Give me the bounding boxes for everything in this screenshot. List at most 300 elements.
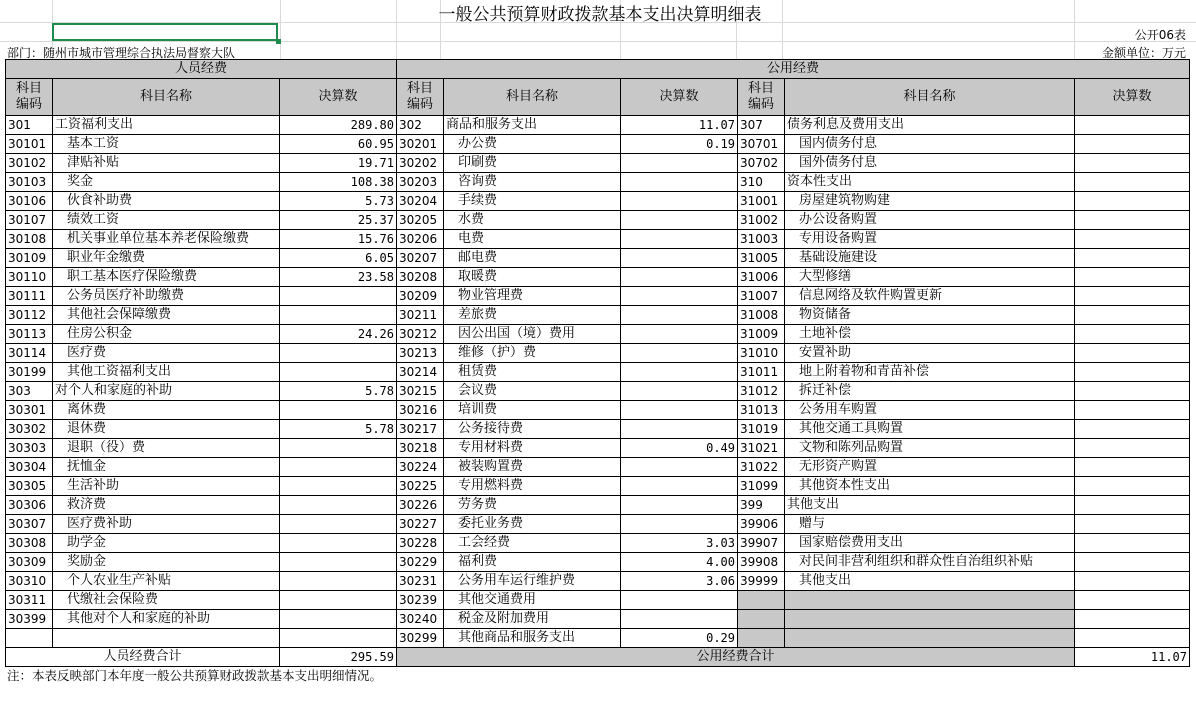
personnel-name-cell[interactable]: 津贴补贴 [53, 154, 280, 173]
public-name-cell[interactable]: 手续费 [444, 192, 621, 211]
personnel-code-cell[interactable]: 30304 [6, 458, 53, 477]
col-header-code [738, 79, 785, 116]
personnel-amount-cell[interactable]: 108.38 [280, 173, 397, 192]
personnel-code-cell[interactable]: 30301 [6, 401, 53, 420]
public-name-cell[interactable]: 公务接待费 [444, 420, 621, 439]
table-row [6, 477, 1190, 496]
public-extra-name-cell[interactable]: 物资储备 [785, 306, 1075, 325]
public-code-cell[interactable]: 30218 [397, 439, 444, 458]
table-row [6, 420, 1190, 439]
col-header-amount: 决算数 [621, 79, 738, 116]
public-total-label: 公用经费合计 [397, 648, 1075, 667]
public-extra-code-cell[interactable]: 31005 [738, 249, 785, 268]
personnel-amount-cell[interactable]: 289.80 [280, 116, 397, 135]
table-row [6, 382, 1190, 401]
personnel-name-cell[interactable] [53, 629, 280, 648]
public-amount-cell[interactable] [621, 268, 738, 287]
public-name-cell[interactable]: 被装购置费 [444, 458, 621, 477]
public-extra-code-cell[interactable]: 31013 [738, 401, 785, 420]
public-code-cell[interactable]: 30227 [397, 515, 444, 534]
public-extra-amount-cell[interactable] [1075, 439, 1190, 458]
public-code-cell[interactable]: 30212 [397, 325, 444, 344]
personnel-amount-cell[interactable] [280, 458, 397, 477]
public-extra-code-cell[interactable]: 31008 [738, 306, 785, 325]
personnel-amount-cell[interactable]: 5.78 [280, 420, 397, 439]
page-title: 一般公共预算财政拨款基本支出决算明细表 [438, 5, 762, 25]
public-extra-code-cell[interactable]: 31006 [738, 268, 785, 287]
public-extra-code-cell[interactable]: 39999 [738, 572, 785, 591]
table-row [6, 192, 1190, 211]
personnel-amount-cell[interactable] [280, 306, 397, 325]
personnel-amount-cell[interactable] [280, 287, 397, 306]
col-header-code [6, 79, 53, 116]
personnel-amount-cell[interactable]: 24.26 [280, 325, 397, 344]
public-extra-name-cell[interactable]: 其他交通工具购置 [785, 420, 1075, 439]
public-amount-cell[interactable] [621, 515, 738, 534]
public-extra-amount-cell[interactable] [1075, 572, 1190, 591]
personnel-amount-cell[interactable] [280, 553, 397, 572]
public-amount-cell[interactable] [621, 325, 738, 344]
public-extra-name-cell[interactable]: 房屋建筑物购建 [785, 192, 1075, 211]
personnel-code-cell[interactable]: 30107 [6, 211, 53, 230]
public-extra-code-cell[interactable]: 31001 [738, 192, 785, 211]
public-amount-cell[interactable] [621, 496, 738, 515]
personnel-name-cell[interactable]: 工资福利支出 [53, 116, 280, 135]
public-extra-code-cell[interactable]: 39908 [738, 553, 785, 572]
public-code-cell[interactable]: 30201 [397, 135, 444, 154]
personnel-amount-cell[interactable] [280, 401, 397, 420]
public-name-cell[interactable]: 福利费 [444, 553, 621, 572]
personnel-total-label: 人员经费合计 [6, 648, 280, 667]
public-code-cell[interactable]: 30202 [397, 154, 444, 173]
table-row [6, 553, 1190, 572]
personnel-name-cell[interactable]: 住房公积金 [53, 325, 280, 344]
public-extra-code-cell[interactable]: 39906 [738, 515, 785, 534]
public-extra-amount-cell[interactable] [1075, 192, 1190, 211]
public-name-cell[interactable]: 专用材料费 [444, 439, 621, 458]
public-amount-cell[interactable]: 11.07 [621, 116, 738, 135]
personnel-code-cell[interactable]: 30399 [6, 610, 53, 629]
personnel-code-cell[interactable]: 30302 [6, 420, 53, 439]
personnel-amount-cell[interactable] [280, 477, 397, 496]
public-extra-name-cell[interactable]: 办公设备购置 [785, 211, 1075, 230]
personnel-code-cell[interactable]: 30108 [6, 230, 53, 249]
public-extra-name-cell[interactable]: 赠与 [785, 515, 1075, 534]
public-extra-amount-cell[interactable] [1075, 477, 1190, 496]
personnel-amount-cell[interactable] [280, 439, 397, 458]
personnel-code-cell[interactable]: 30199 [6, 363, 53, 382]
personnel-amount-cell[interactable] [280, 534, 397, 553]
table-row [6, 249, 1190, 268]
col-header-name: 科目名称 [444, 79, 621, 116]
public-code-cell[interactable]: 30204 [397, 192, 444, 211]
public-extra-code-cell[interactable]: 31019 [738, 420, 785, 439]
public-name-cell[interactable]: 维修（护）费 [444, 344, 621, 363]
public-name-cell[interactable]: 培训费 [444, 401, 621, 420]
public-code-cell[interactable]: 30213 [397, 344, 444, 363]
table-row [6, 534, 1190, 553]
public-extra-amount-cell[interactable] [1075, 325, 1190, 344]
personnel-name-cell[interactable]: 退职（役）费 [53, 439, 280, 458]
personnel-code-cell[interactable]: 30303 [6, 439, 53, 458]
personnel-code-cell[interactable]: 303 [6, 382, 53, 401]
table-row [6, 629, 1190, 648]
personnel-name-cell[interactable]: 奖金 [53, 173, 280, 192]
table-row [6, 344, 1190, 363]
department-label: 部门：随州市城市管理综合执法局督察大队 [7, 46, 236, 60]
personnel-name-cell[interactable]: 绩效工资 [53, 211, 280, 230]
public-extra-amount-cell[interactable] [1075, 344, 1190, 363]
table-row [6, 439, 1190, 458]
public-name-cell[interactable]: 公务用车运行维护费 [444, 572, 621, 591]
public-extra-code-cell[interactable]: 30702 [738, 154, 785, 173]
public-name-cell[interactable]: 取暖费 [444, 268, 621, 287]
public-amount-cell[interactable] [621, 230, 738, 249]
table-row [6, 496, 1190, 515]
public-code-cell[interactable]: 30231 [397, 572, 444, 591]
public-extra-amount-cell[interactable] [1075, 401, 1190, 420]
public-extra-name-cell[interactable]: 安置补助 [785, 344, 1075, 363]
public-extra-code-cell[interactable]: 31007 [738, 287, 785, 306]
public-extra-code-cell[interactable]: 39907 [738, 534, 785, 553]
personnel-code-cell[interactable]: 30310 [6, 572, 53, 591]
table-row [6, 306, 1190, 325]
public-name-cell[interactable]: 商品和服务支出 [444, 116, 621, 135]
public-code-cell[interactable]: 30240 [397, 610, 444, 629]
public-extra-amount-cell[interactable] [1075, 591, 1190, 610]
public-extra-code-cell[interactable]: 31003 [738, 230, 785, 249]
public-extra-name-cell[interactable]: 文物和陈列品购置 [785, 439, 1075, 458]
personnel-amount-cell[interactable] [280, 344, 397, 363]
section-header-row [6, 60, 1190, 79]
public-amount-cell[interactable] [621, 287, 738, 306]
public-extra-name-cell[interactable]: 信息网络及软件购置更新 [785, 287, 1075, 306]
fill-handle[interactable] [276, 39, 281, 44]
public-name-cell[interactable]: 办公费 [444, 135, 621, 154]
public-name-cell[interactable]: 委托业务费 [444, 515, 621, 534]
public-name-cell[interactable]: 因公出国（境）费用 [444, 325, 621, 344]
public-name-cell[interactable]: 电费 [444, 230, 621, 249]
public-extra-amount-cell[interactable] [1075, 249, 1190, 268]
public-extra-amount-cell[interactable] [1075, 135, 1190, 154]
public-extra-code-cell[interactable]: 399 [738, 496, 785, 515]
public-code-cell[interactable]: 30229 [397, 553, 444, 572]
public-extra-amount-cell[interactable] [1075, 211, 1190, 230]
selected-cell[interactable] [52, 23, 278, 41]
personnel-amount-cell[interactable]: 5.78 [280, 382, 397, 401]
public-extra-name-cell[interactable]: 大型修缮 [785, 268, 1075, 287]
public-amount-cell[interactable] [621, 382, 738, 401]
public-name-cell[interactable]: 税金及附加费用 [444, 610, 621, 629]
public-name-cell[interactable]: 劳务费 [444, 496, 621, 515]
public-extra-amount-cell[interactable] [1075, 154, 1190, 173]
public-code-cell[interactable]: 30209 [397, 287, 444, 306]
public-extra-name-cell[interactable]: 公务用车购置 [785, 401, 1075, 420]
personnel-amount-cell[interactable]: 23.58 [280, 268, 397, 287]
public-amount-cell[interactable] [621, 591, 738, 610]
public-code-cell[interactable]: 30224 [397, 458, 444, 477]
personnel-amount-cell[interactable] [280, 363, 397, 382]
public-amount-cell[interactable]: 3.06 [621, 572, 738, 591]
public-name-cell[interactable]: 会议费 [444, 382, 621, 401]
public-amount-cell[interactable] [621, 401, 738, 420]
table-row [6, 458, 1190, 477]
public-extra-code-cell[interactable] [738, 629, 785, 648]
personnel-name-cell[interactable]: 其他社会保障缴费 [53, 306, 280, 325]
personnel-name-cell[interactable]: 离休费 [53, 401, 280, 420]
personnel-amount-cell[interactable] [280, 610, 397, 629]
personnel-code-cell[interactable]: 301 [6, 116, 53, 135]
col-header-name: 科目名称 [53, 79, 280, 116]
public-extra-code-cell[interactable] [738, 610, 785, 629]
public-extra-code-cell[interactable]: 30701 [738, 135, 785, 154]
public-extra-name-cell[interactable]: 资本性支出 [785, 173, 1075, 192]
personnel-code-cell[interactable]: 30112 [6, 306, 53, 325]
table-row [6, 154, 1190, 173]
public-extra-code-cell[interactable] [738, 591, 785, 610]
public-extra-code-cell[interactable]: 31011 [738, 363, 785, 382]
personnel-amount-cell[interactable]: 15.76 [280, 230, 397, 249]
personnel-code-cell[interactable] [6, 629, 53, 648]
expenditure-table [5, 59, 1190, 667]
personnel-code-cell[interactable]: 30308 [6, 534, 53, 553]
public-amount-cell[interactable]: 4.00 [621, 553, 738, 572]
public-name-cell[interactable]: 专用燃料费 [444, 477, 621, 496]
public-code-cell[interactable]: 302 [397, 116, 444, 135]
public-name-cell[interactable]: 工会经费 [444, 534, 621, 553]
public-extra-amount-cell[interactable] [1075, 116, 1190, 135]
table-row [6, 287, 1190, 306]
personnel-amount-cell[interactable] [280, 515, 397, 534]
personnel-name-cell[interactable]: 生活补助 [53, 477, 280, 496]
personnel-name-cell[interactable]: 医疗费 [53, 344, 280, 363]
public-code-cell[interactable]: 30299 [397, 629, 444, 648]
personnel-name-cell[interactable]: 退休费 [53, 420, 280, 439]
public-extra-amount-cell[interactable] [1075, 230, 1190, 249]
public-amount-cell[interactable] [621, 420, 738, 439]
personnel-code-cell[interactable]: 30309 [6, 553, 53, 572]
table-row [6, 173, 1190, 192]
public-extra-code-cell[interactable]: 31009 [738, 325, 785, 344]
public-extra-name-cell[interactable]: 土地补偿 [785, 325, 1075, 344]
public-extra-name-cell[interactable]: 其他支出 [785, 572, 1075, 591]
gridline [1074, 0, 1075, 59]
personnel-name-cell[interactable]: 职业年金缴费 [53, 249, 280, 268]
public-extra-amount-cell[interactable] [1075, 268, 1190, 287]
public-extra-amount-cell[interactable] [1075, 287, 1190, 306]
public-code-cell[interactable]: 30228 [397, 534, 444, 553]
personnel-amount-cell[interactable]: 19.71 [280, 154, 397, 173]
section-public: 公用经费 [397, 60, 1190, 79]
public-amount-cell[interactable]: 0.19 [621, 135, 738, 154]
table-row [6, 401, 1190, 420]
personnel-amount-cell[interactable]: 60.95 [280, 135, 397, 154]
public-amount-cell[interactable] [621, 458, 738, 477]
public-amount-cell[interactable]: 0.49 [621, 439, 738, 458]
personnel-name-cell[interactable]: 基本工资 [53, 135, 280, 154]
personnel-amount-cell[interactable] [280, 591, 397, 610]
form-number: 公开06表 [1134, 28, 1186, 42]
public-extra-code-cell[interactable]: 31021 [738, 439, 785, 458]
public-name-cell[interactable]: 其他商品和服务支出 [444, 629, 621, 648]
personnel-amount-cell[interactable] [280, 572, 397, 591]
public-amount-cell[interactable] [621, 154, 738, 173]
table-row [6, 135, 1190, 154]
public-total-value[interactable]: 11.07 [1075, 648, 1190, 667]
public-extra-amount-cell[interactable] [1075, 534, 1190, 553]
personnel-amount-cell[interactable] [280, 496, 397, 515]
personnel-amount-cell[interactable]: 5.73 [280, 192, 397, 211]
personnel-name-cell[interactable]: 救济费 [53, 496, 280, 515]
public-extra-amount-cell[interactable] [1075, 420, 1190, 439]
public-extra-name-cell[interactable]: 拆迁补偿 [785, 382, 1075, 401]
table-row [6, 211, 1190, 230]
public-name-cell[interactable]: 其他交通费用 [444, 591, 621, 610]
personnel-name-cell[interactable]: 奖励金 [53, 553, 280, 572]
public-name-cell[interactable]: 租赁费 [444, 363, 621, 382]
public-extra-name-cell[interactable]: 国家赔偿费用支出 [785, 534, 1075, 553]
personnel-name-cell[interactable]: 机关事业单位基本养老保险缴费 [53, 230, 280, 249]
personnel-name-cell[interactable]: 医疗费补助 [53, 515, 280, 534]
public-extra-amount-cell[interactable] [1075, 629, 1190, 648]
col-header-code-text: 科目 编码 [747, 81, 774, 112]
public-code-cell[interactable]: 30205 [397, 211, 444, 230]
public-extra-code-cell[interactable]: 31022 [738, 458, 785, 477]
public-name-cell[interactable]: 水费 [444, 211, 621, 230]
col-header-code-text: 科目 编码 [15, 81, 42, 112]
public-name-cell[interactable]: 咨询费 [444, 173, 621, 192]
personnel-code-cell[interactable]: 30111 [6, 287, 53, 306]
public-extra-name-cell[interactable]: 地上附着物和青苗补偿 [785, 363, 1075, 382]
footnote: 注：本表反映部门本年度一般公共预算财政拨款基本支出明细情况。 [7, 668, 383, 683]
public-extra-name-cell[interactable]: 国外债务付息 [785, 154, 1075, 173]
public-extra-name-cell[interactable] [785, 610, 1075, 629]
table-row [6, 572, 1190, 591]
personnel-code-cell[interactable]: 30103 [6, 173, 53, 192]
public-extra-name-cell[interactable]: 其他资本性支出 [785, 477, 1075, 496]
public-code-cell[interactable]: 30216 [397, 401, 444, 420]
public-amount-cell[interactable] [621, 610, 738, 629]
personnel-total-value[interactable]: 295.59 [280, 648, 397, 667]
personnel-amount-cell[interactable] [280, 629, 397, 648]
public-extra-code-cell[interactable]: 31099 [738, 477, 785, 496]
personnel-amount-cell[interactable]: 25.37 [280, 211, 397, 230]
public-extra-name-cell[interactable] [785, 591, 1075, 610]
public-extra-amount-cell[interactable] [1075, 610, 1190, 629]
public-amount-cell[interactable] [621, 173, 738, 192]
public-extra-name-cell[interactable]: 债务利息及费用支出 [785, 116, 1075, 135]
personnel-name-cell[interactable]: 伙食补助费 [53, 192, 280, 211]
personnel-code-cell[interactable]: 30101 [6, 135, 53, 154]
personnel-code-cell[interactable]: 30102 [6, 154, 53, 173]
personnel-code-cell[interactable]: 30110 [6, 268, 53, 287]
personnel-name-cell[interactable]: 其他对个人和家庭的补助 [53, 610, 280, 629]
public-amount-cell[interactable] [621, 249, 738, 268]
public-code-cell[interactable]: 30225 [397, 477, 444, 496]
personnel-code-cell[interactable]: 30113 [6, 325, 53, 344]
public-extra-code-cell[interactable]: 31012 [738, 382, 785, 401]
public-amount-cell[interactable] [621, 192, 738, 211]
public-extra-amount-cell[interactable] [1075, 496, 1190, 515]
public-extra-name-cell[interactable]: 基础设施建设 [785, 249, 1075, 268]
public-amount-cell[interactable] [621, 477, 738, 496]
public-extra-amount-cell[interactable] [1075, 515, 1190, 534]
public-amount-cell[interactable] [621, 363, 738, 382]
public-extra-amount-cell[interactable] [1075, 458, 1190, 477]
public-name-cell[interactable]: 印刷费 [444, 154, 621, 173]
personnel-code-cell[interactable]: 30311 [6, 591, 53, 610]
personnel-code-cell[interactable]: 30114 [6, 344, 53, 363]
public-code-cell[interactable]: 30211 [397, 306, 444, 325]
public-extra-name-cell[interactable] [785, 629, 1075, 648]
personnel-name-cell[interactable]: 其他工资福利支出 [53, 363, 280, 382]
public-code-cell[interactable]: 30226 [397, 496, 444, 515]
public-code-cell[interactable]: 30207 [397, 249, 444, 268]
totals-row [6, 648, 1190, 667]
col-header-amount: 决算数 [280, 79, 397, 116]
personnel-name-cell[interactable]: 代缴社会保险费 [53, 591, 280, 610]
personnel-name-cell[interactable]: 职工基本医疗保险缴费 [53, 268, 280, 287]
public-code-cell[interactable]: 30239 [397, 591, 444, 610]
personnel-code-cell[interactable]: 30307 [6, 515, 53, 534]
public-amount-cell[interactable]: 3.03 [621, 534, 738, 553]
personnel-name-cell[interactable]: 公务员医疗补助缴费 [53, 287, 280, 306]
personnel-code-cell[interactable]: 30305 [6, 477, 53, 496]
public-amount-cell[interactable] [621, 344, 738, 363]
table-row [6, 116, 1190, 135]
public-amount-cell[interactable]: 0.29 [621, 629, 738, 648]
public-extra-name-cell[interactable]: 专用设备购置 [785, 230, 1075, 249]
public-extra-amount-cell[interactable] [1075, 382, 1190, 401]
public-extra-amount-cell[interactable] [1075, 363, 1190, 382]
public-code-cell[interactable]: 30203 [397, 173, 444, 192]
public-name-cell[interactable]: 邮电费 [444, 249, 621, 268]
public-extra-code-cell[interactable]: 31010 [738, 344, 785, 363]
personnel-code-cell[interactable]: 30106 [6, 192, 53, 211]
personnel-code-cell[interactable]: 30306 [6, 496, 53, 515]
public-code-cell[interactable]: 30214 [397, 363, 444, 382]
public-extra-name-cell[interactable]: 无形资产购置 [785, 458, 1075, 477]
personnel-code-cell[interactable]: 30109 [6, 249, 53, 268]
public-extra-name-cell[interactable]: 对民间非营利组织和群众性自治组织补贴 [785, 553, 1075, 572]
public-name-cell[interactable]: 差旅费 [444, 306, 621, 325]
col-header-code [397, 79, 444, 116]
public-extra-code-cell[interactable]: 310 [738, 173, 785, 192]
gridline [0, 41, 1196, 42]
gridline [280, 0, 281, 59]
public-extra-code-cell[interactable]: 307 [738, 116, 785, 135]
public-code-cell[interactable]: 30217 [397, 420, 444, 439]
public-amount-cell[interactable] [621, 306, 738, 325]
public-code-cell[interactable]: 30215 [397, 382, 444, 401]
public-code-cell[interactable]: 30206 [397, 230, 444, 249]
public-extra-code-cell[interactable]: 31002 [738, 211, 785, 230]
public-extra-name-cell[interactable]: 其他支出 [785, 496, 1075, 515]
public-code-cell[interactable]: 30208 [397, 268, 444, 287]
public-extra-amount-cell[interactable] [1075, 553, 1190, 572]
public-name-cell[interactable]: 物业管理费 [444, 287, 621, 306]
public-extra-amount-cell[interactable] [1075, 306, 1190, 325]
public-amount-cell[interactable] [621, 211, 738, 230]
column-header-row [6, 79, 1190, 116]
personnel-name-cell[interactable]: 个人农业生产补贴 [53, 572, 280, 591]
public-extra-name-cell[interactable]: 国内债务付息 [785, 135, 1075, 154]
personnel-name-cell[interactable]: 对个人和家庭的补助 [53, 382, 280, 401]
personnel-name-cell[interactable]: 抚恤金 [53, 458, 280, 477]
personnel-amount-cell[interactable]: 6.05 [280, 249, 397, 268]
public-extra-amount-cell[interactable] [1075, 173, 1190, 192]
personnel-name-cell[interactable]: 助学金 [53, 534, 280, 553]
